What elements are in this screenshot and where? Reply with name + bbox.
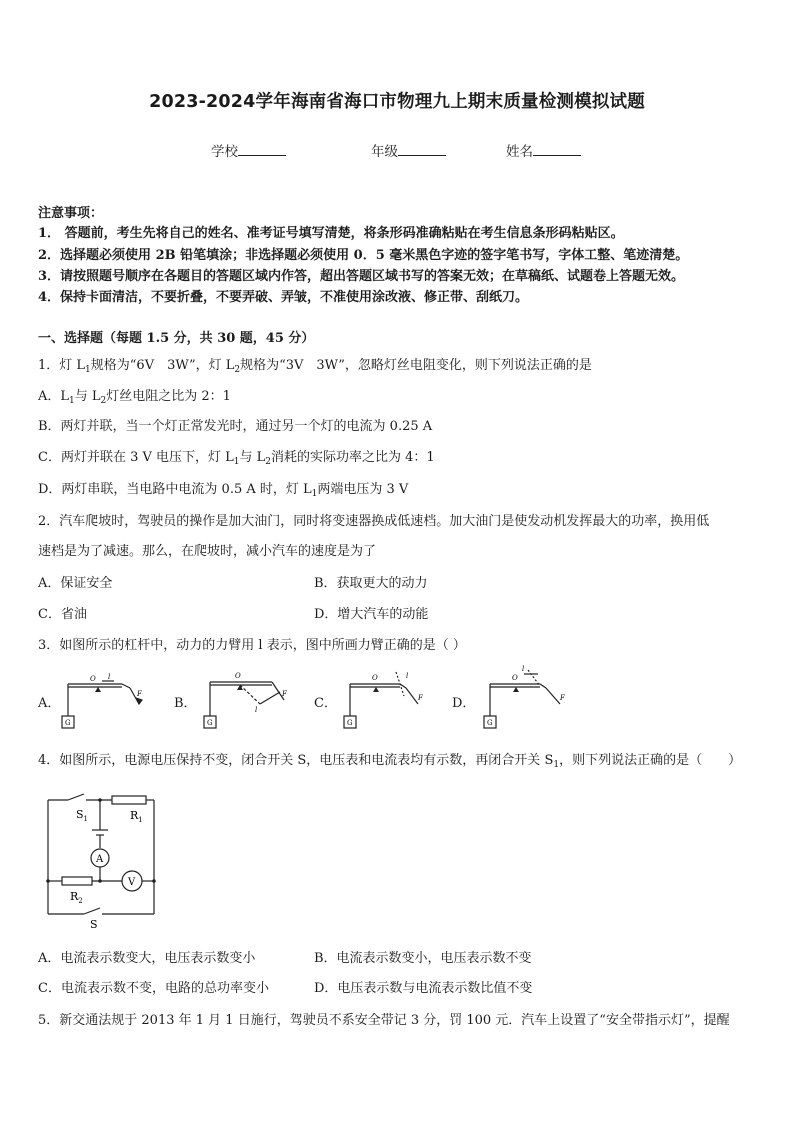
q4-option-d[interactable]: D．电压表示数与电流表示数比值不变 xyxy=(314,981,533,996)
svg-text:F: F xyxy=(137,690,142,698)
section-heading: 一、选择题（每题 1.5 分，共 30 题，45 分） xyxy=(38,331,315,346)
svg-text:l: l xyxy=(255,706,258,714)
svg-text:l: l xyxy=(406,672,409,680)
resistor-r2 xyxy=(62,877,92,885)
notes-heading: 注意事项： xyxy=(38,206,104,221)
q4-option-c[interactable]: C．电流表示数不变，电路的总功率变小 xyxy=(38,981,269,996)
q1-option-a[interactable]: A．$L_1$与 $L_2$灯丝电阻之比为 2：1 xyxy=(38,389,231,406)
circuit-diagram xyxy=(40,790,170,930)
note-item: 3．请按照题号顺序在各题目的答题区域内作答，超出答题区域书写的答案无效；在草稿纸、试题卷上答题无效。 xyxy=(38,269,685,284)
note-item: 1． 答题前，考生先将自己的姓名、准考证号填写清楚，将条形码准确粘贴在考生信息条形码粘贴区。 xyxy=(38,226,624,241)
lever-figure-a xyxy=(60,666,150,734)
q4-option-a[interactable]: A．电流表示数变大，电压表示数变小 xyxy=(38,951,256,966)
q1-option-b[interactable]: B．两灯并联，当一个灯正常发光时，通过另一个灯的电流为 0.25 A xyxy=(38,419,433,434)
lever-figure-d xyxy=(474,662,574,734)
grade-label: 年级 xyxy=(371,144,398,160)
page-title: 2023-2024学年海南省海口市物理九上期末质量检测模拟试题 xyxy=(149,92,645,112)
q3-option-c-label[interactable]: C． xyxy=(314,696,337,711)
q3-option-b-label[interactable]: B． xyxy=(174,696,197,711)
name-blank[interactable] xyxy=(533,143,581,156)
svg-text:F: F xyxy=(418,694,423,702)
svg-text:O: O xyxy=(512,674,518,682)
note-item: 4．保持卡面清洁，不要折叠，不要弄破、弄皱，不准使用涂改液、修正带、刮纸刀。 xyxy=(38,290,529,305)
svg-text:S1: $S_1$ xyxy=(76,808,89,823)
svg-text:G: G xyxy=(207,719,213,727)
q1-option-c[interactable]: C．两灯并联在 3 V 电压下，灯 $L_1$与 $L_2$消耗的实际功率之比为 4：1 xyxy=(38,450,435,467)
q1-stem: 1．灯 $L_1$规格为“6V 3W”，灯 $L_2$规格为“3V 3W”，忽略灯丝电阻变化，则下列说法正确的是 xyxy=(38,358,592,375)
lever-figure-c xyxy=(336,666,431,734)
q1-option-d[interactable]: D．两灯串联，当电路中电流为 0.5 A 时，灯 $L_1$两端电压为 3 V xyxy=(38,482,409,499)
svg-text:G: G xyxy=(487,719,493,727)
svg-text:R1: $R_1$ xyxy=(130,809,143,824)
resistor-r1 xyxy=(112,796,146,804)
svg-text:R2: $R_2$ xyxy=(70,890,83,905)
q5-stem: 5．新交通法规于 2013 年 1 月 1 日施行，驾驶员不系安全带记 3 分，罚 100 元．汽车上设置了“安全带指示灯”，提醒 xyxy=(38,1013,730,1028)
grade-field[interactable] xyxy=(371,140,446,160)
q2-stem-line2: 速档是为了减速。那么，在爬坡时，减小汽车的速度是为了 xyxy=(38,544,377,559)
lever-figure-b xyxy=(200,666,295,734)
svg-text:V: V xyxy=(128,877,136,888)
q4-stem: 4．如图所示，电源电压保持不变，闭合开关 S，电压表和电流表均有示数，再闭合开关 $S_1$，则下列说法正确的是（ ） xyxy=(38,753,742,770)
q2-option-b[interactable]: B．获取更大的动力 xyxy=(314,576,428,591)
name-field[interactable] xyxy=(506,140,581,160)
q2-stem-line1: 2．汽车爬坡时，驾驶员的操作是加大油门，同时将变速器换成低速档。加大油门是使发动机发挥最大的功率，换用低 xyxy=(38,514,710,529)
q2-option-a[interactable]: A．保证安全 xyxy=(38,576,113,591)
svg-text:S: S xyxy=(90,918,98,930)
svg-text:F: F xyxy=(282,690,287,698)
svg-text:O: O xyxy=(372,674,378,682)
note-item: 2．选择题必须使用 2B 铅笔填涂；非选择题必须使用 0．5 毫米黑色字迹的签字笔书写，字体工整、笔迹清楚。 xyxy=(38,248,689,263)
svg-text:G: G xyxy=(65,719,71,727)
q3-option-a-label[interactable]: A． xyxy=(38,696,61,711)
svg-text:l: l xyxy=(108,673,111,681)
q2-option-d[interactable]: D．增大汽车的动能 xyxy=(314,607,429,622)
svg-text:F: F xyxy=(560,694,565,702)
school-label: 学校 xyxy=(211,144,238,160)
svg-text:O: O xyxy=(235,672,241,680)
name-label: 姓名 xyxy=(506,144,533,160)
q3-option-d-label[interactable]: D． xyxy=(452,696,476,711)
school-blank[interactable] xyxy=(238,143,286,156)
svg-text:G: G xyxy=(347,719,353,727)
grade-blank[interactable] xyxy=(398,143,446,156)
svg-text:O: O xyxy=(90,675,96,683)
q3-stem: 3．如图所示的杠杆中，动力的力臂用 l 表示，图中所画力臂正确的是（ ） xyxy=(38,638,466,653)
q4-option-b[interactable]: B．电流表示数变小，电压表示数不变 xyxy=(314,951,532,966)
q2-option-c[interactable]: C．省油 xyxy=(38,607,87,622)
svg-text:l: l xyxy=(522,665,525,673)
svg-text:A: A xyxy=(96,854,104,865)
school-field[interactable] xyxy=(211,140,286,160)
